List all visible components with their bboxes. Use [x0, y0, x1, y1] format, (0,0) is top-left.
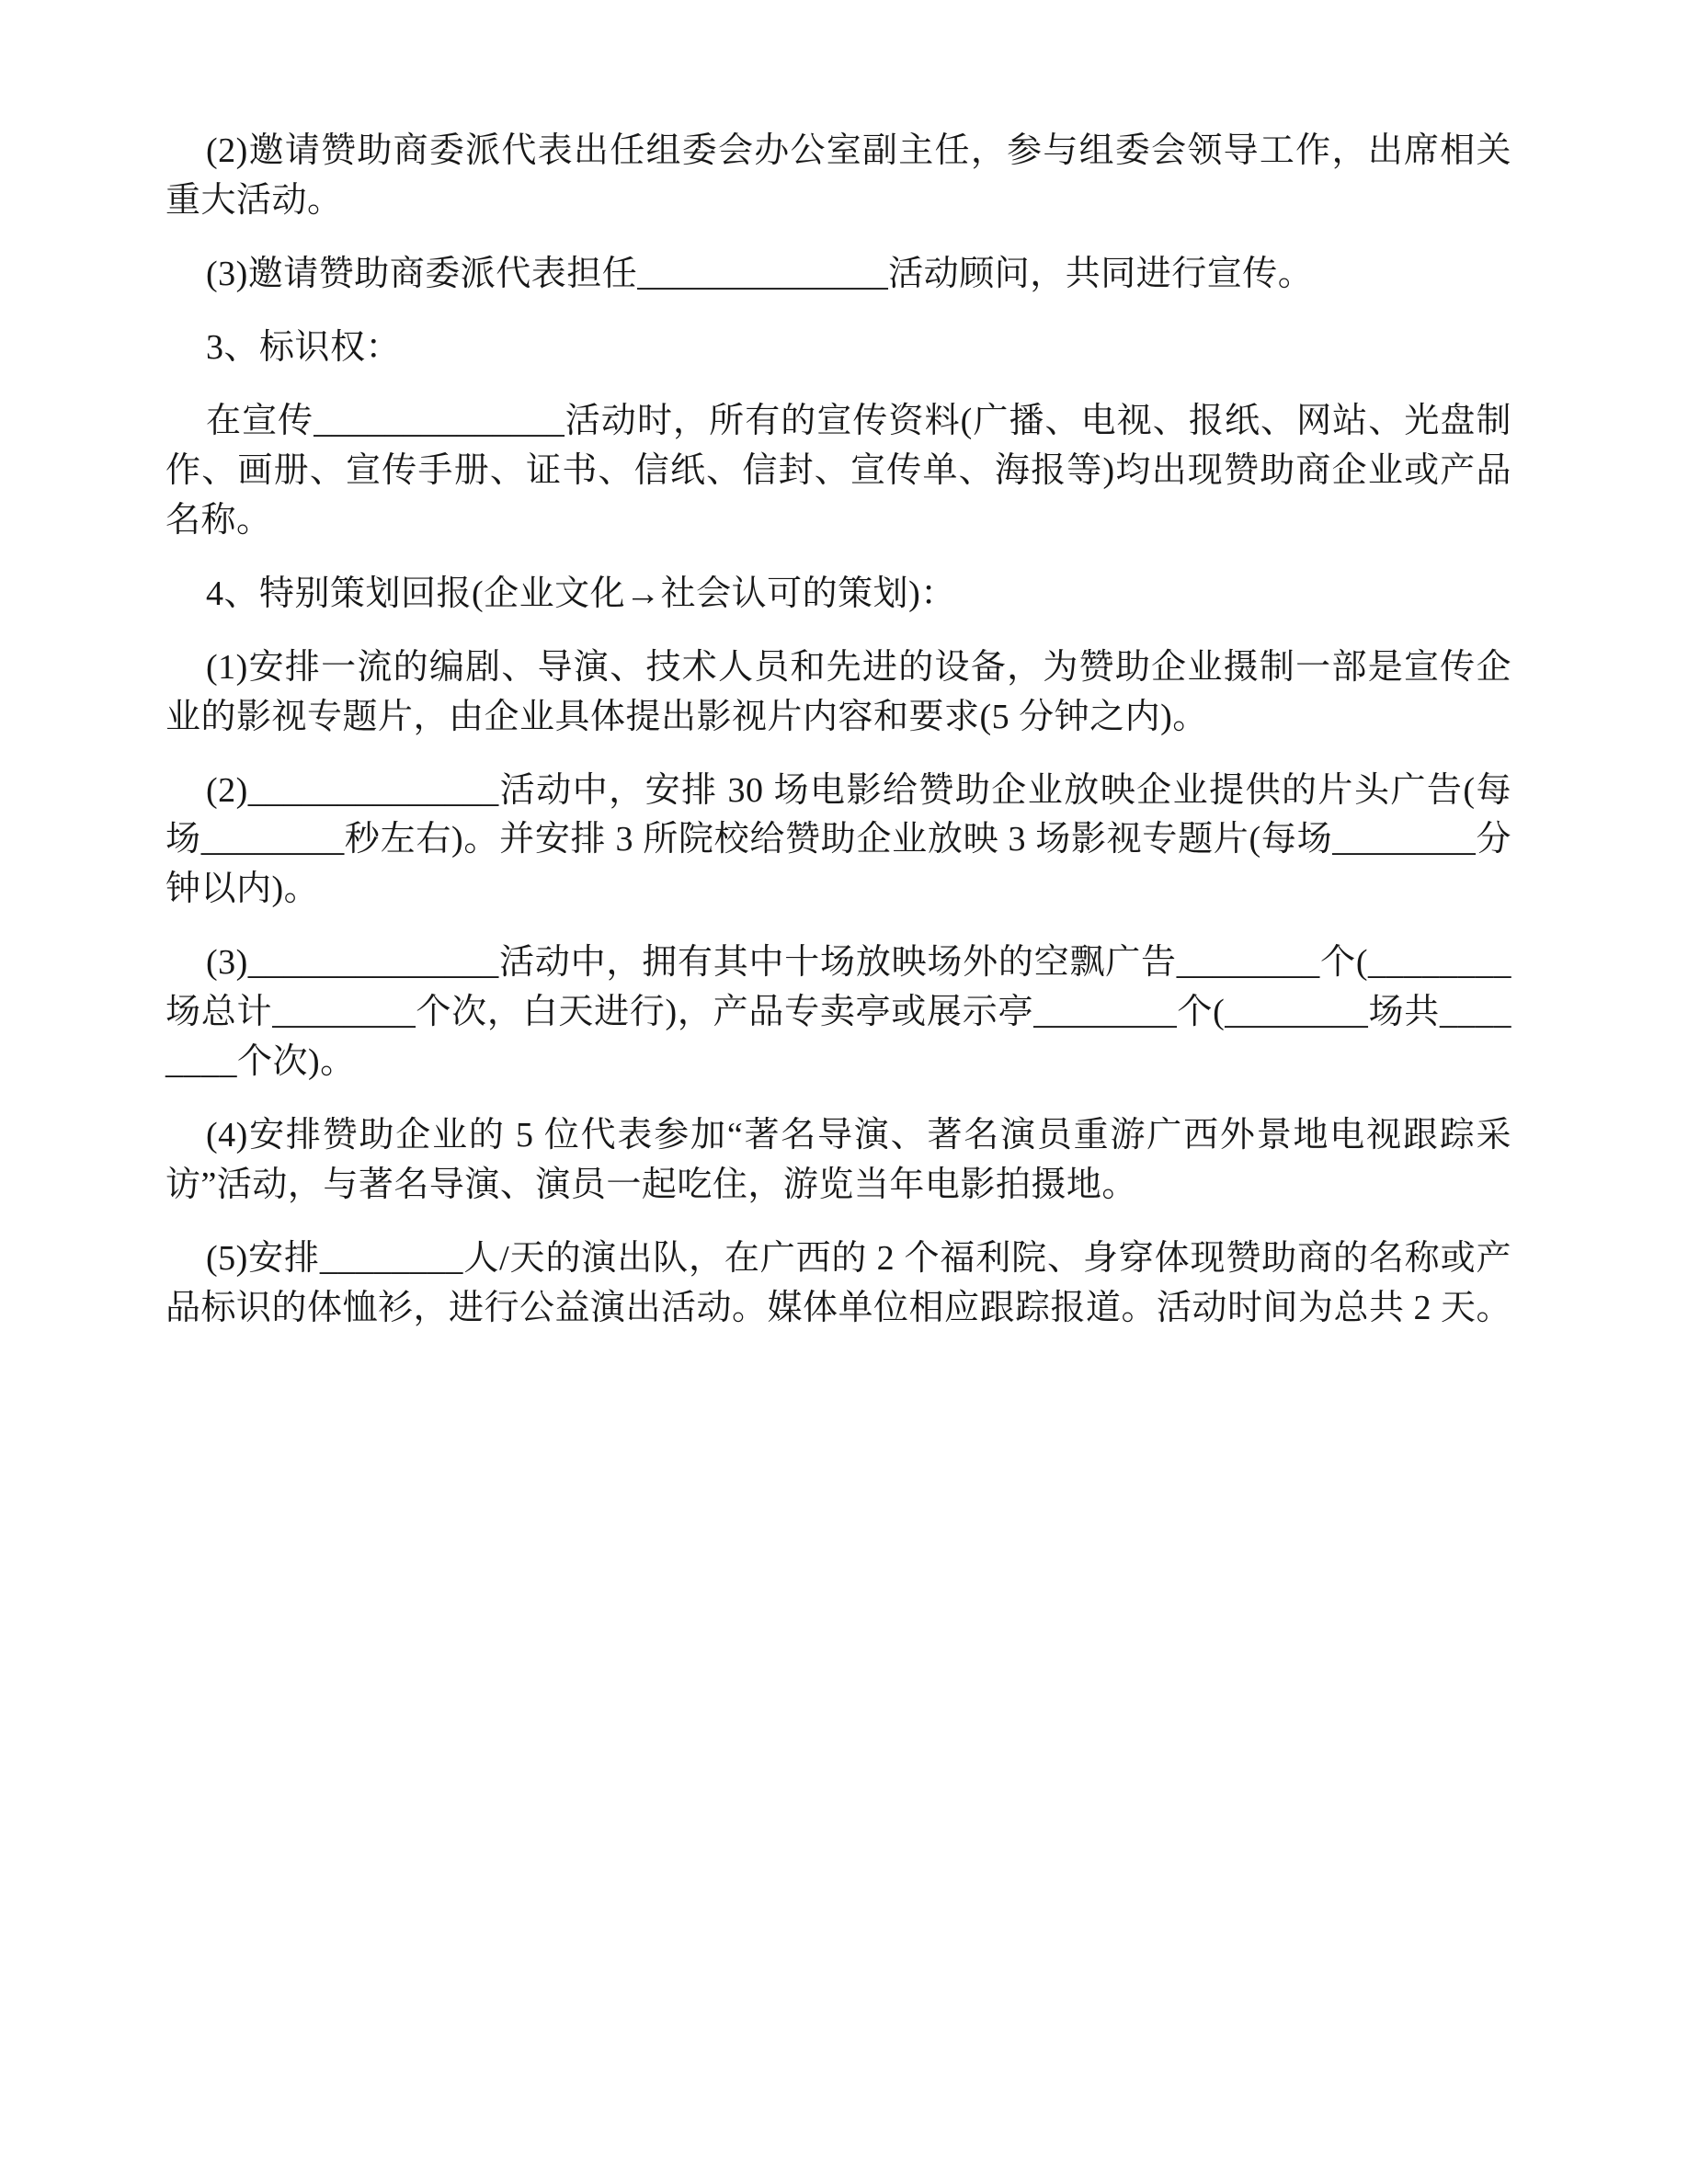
paragraph-clause-3: (3)邀请赞助商委派代表担任______________活动顾问，共同进行宣传。: [206, 254, 1314, 293]
paragraph-item-5: (5)安排________人/天的演出队，在广西的 2 个福利院、身穿体现赞助商的名称或产品标识的体恤衫，进行公益演出活动。媒体单位相应跟踪报道。活动时间为总共 2 天。: [165, 1239, 1512, 1328]
paragraph-item-4: (4)安排赞助企业的 5 位代表参加“著名导演、著名演员重游广西外景地电视跟踪采访”活动，与著名导演、演员一起吃住，游览当年电影拍摄地。: [165, 1116, 1511, 1205]
heading-identification-rights: 3、标识权：: [206, 327, 402, 367]
heading-special-planning-return: 4、特别策划回报(企业文化→社会认可的策划)：: [206, 574, 956, 613]
paragraph-item-2: (2)______________活动中，安排 30 场电影给赞助企业放映企业提供的片头广告(每场________秒左右)。并安排 3 所院校给赞助企业放映 3 场影视专题片(每场________分钟以内)。: [165, 770, 1511, 909]
paragraph-item-1: (1)安排一流的编剧、导演、技术人员和先进的设备，为赞助企业摄制一部是宣传企业的影视专题片，由企业具体提出影视片内容和要求(5 分钟之内)。: [165, 647, 1511, 736]
paragraph-clause-2: (2)邀请赞助商委派代表出任组委会办公室副主任，参与组委会领导工作，出席相关重大活动。: [165, 131, 1511, 220]
paragraph-item-3: (3)______________活动中，拥有其中十场放映场外的空飘广告________个(________场总计________个次，白天进行)，产品专卖亭或展示亭________个(________场共________个次)。: [165, 943, 1511, 1082]
paragraph-identification-rights-body: 在宣传______________活动时，所有的宣传资料(广播、电视、报纸、网站、光盘制作、画册、宣传手册、证书、信纸、信封、宣传单、海报等)均出现赞助商企业或产品名称。: [165, 401, 1511, 540]
